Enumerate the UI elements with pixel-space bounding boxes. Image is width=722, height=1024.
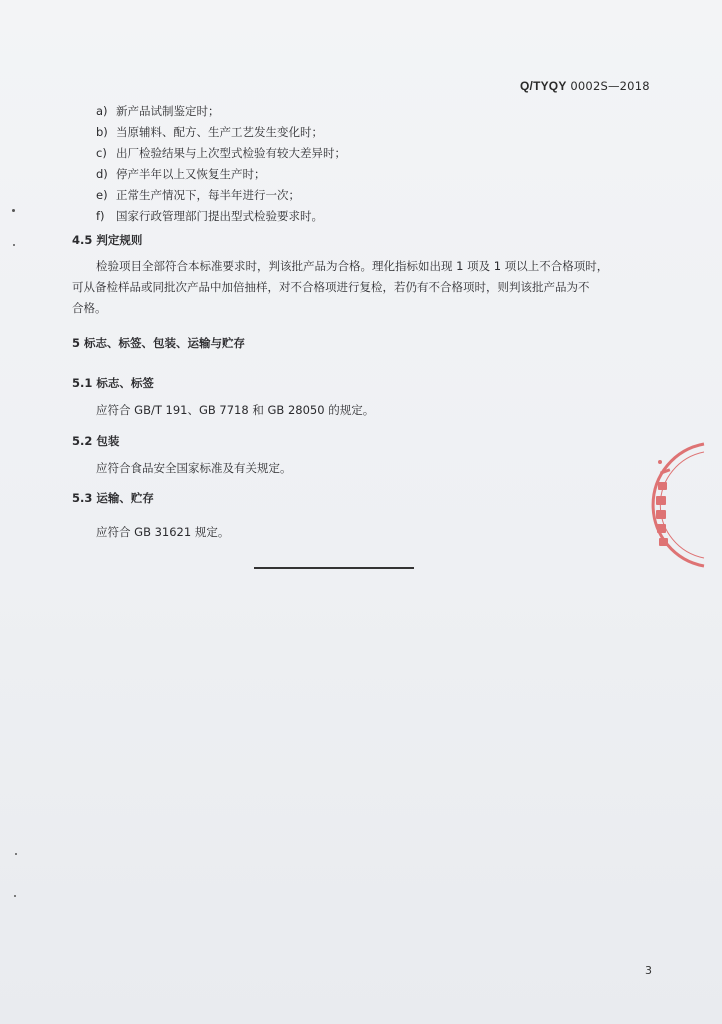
section-5-3-heading: 5.3 运输、贮存 (72, 491, 154, 505)
list-item (96, 101, 656, 122)
list-item-letter: b) (96, 125, 108, 139)
standard-code-prefix: Q/TYQY (520, 79, 567, 93)
section-4-5-line-2: 可从备检样品或同批次产品中加倍抽样，对不合格项进行复检，若仍有不合格项时，则判该批产品为不 (72, 280, 590, 294)
list-item-letter: d) (96, 167, 108, 181)
list-item-text: 停产半年以上又恢复生产时； (116, 167, 266, 181)
list-item (96, 122, 656, 143)
page-number: 3 (645, 964, 652, 977)
section-5-2-text: 应符合食品安全国家标准及有关规定。 (96, 461, 292, 475)
list-item (96, 143, 656, 164)
scan-speck (14, 895, 16, 897)
list-item (96, 206, 656, 227)
section-5-heading: 5 标志、标签、包装、运输与贮存 (72, 336, 246, 350)
standard-code-number: 0002S—2018 (566, 79, 650, 93)
section-5-1-text: 应符合 GB/T 191、GB 7718 和 GB 28050 的规定。 (96, 403, 375, 417)
scan-speck (12, 209, 15, 212)
list-item-letter: a) (96, 104, 108, 118)
list-item-letter: e) (96, 188, 108, 202)
list-item-text: 出厂检验结果与上次型式检验有较大差异时； (116, 146, 346, 160)
scan-speck (15, 853, 17, 855)
list-item (96, 185, 656, 206)
scan-speck (13, 244, 15, 246)
red-seal-stamp (646, 440, 706, 570)
list-item (96, 164, 656, 185)
section-4-5-line-3: 合格。 (72, 301, 107, 315)
inspection-conditions-list (96, 101, 656, 227)
section-4-5-heading: 4.5 判定规则 (72, 233, 143, 247)
list-item-letter: f) (96, 209, 105, 223)
end-rule (254, 567, 414, 569)
list-item-text: 正常生产情况下，每半年进行一次； (116, 188, 300, 202)
list-item-text: 当原辅料、配方、生产工艺发生变化时； (116, 125, 323, 139)
section-5-1-heading: 5.1 标志、标签 (72, 376, 154, 390)
section-5-2-heading: 5.2 包装 (72, 434, 120, 448)
list-item-text: 国家行政管理部门提出型式检验要求时。 (116, 209, 323, 223)
seal-dot (658, 460, 662, 464)
standard-code (520, 79, 650, 93)
section-4-5-line-1: 检验项目全部符合本标准要求时，判该批产品为合格。理化指标如出现 1 项及 1 项以上不合格项时， (96, 259, 609, 273)
list-item-text: 新产品试制鉴定时； (116, 104, 220, 118)
section-5-3-text: 应符合 GB 31621 规定。 (96, 525, 230, 539)
list-item-letter: c) (96, 146, 107, 160)
